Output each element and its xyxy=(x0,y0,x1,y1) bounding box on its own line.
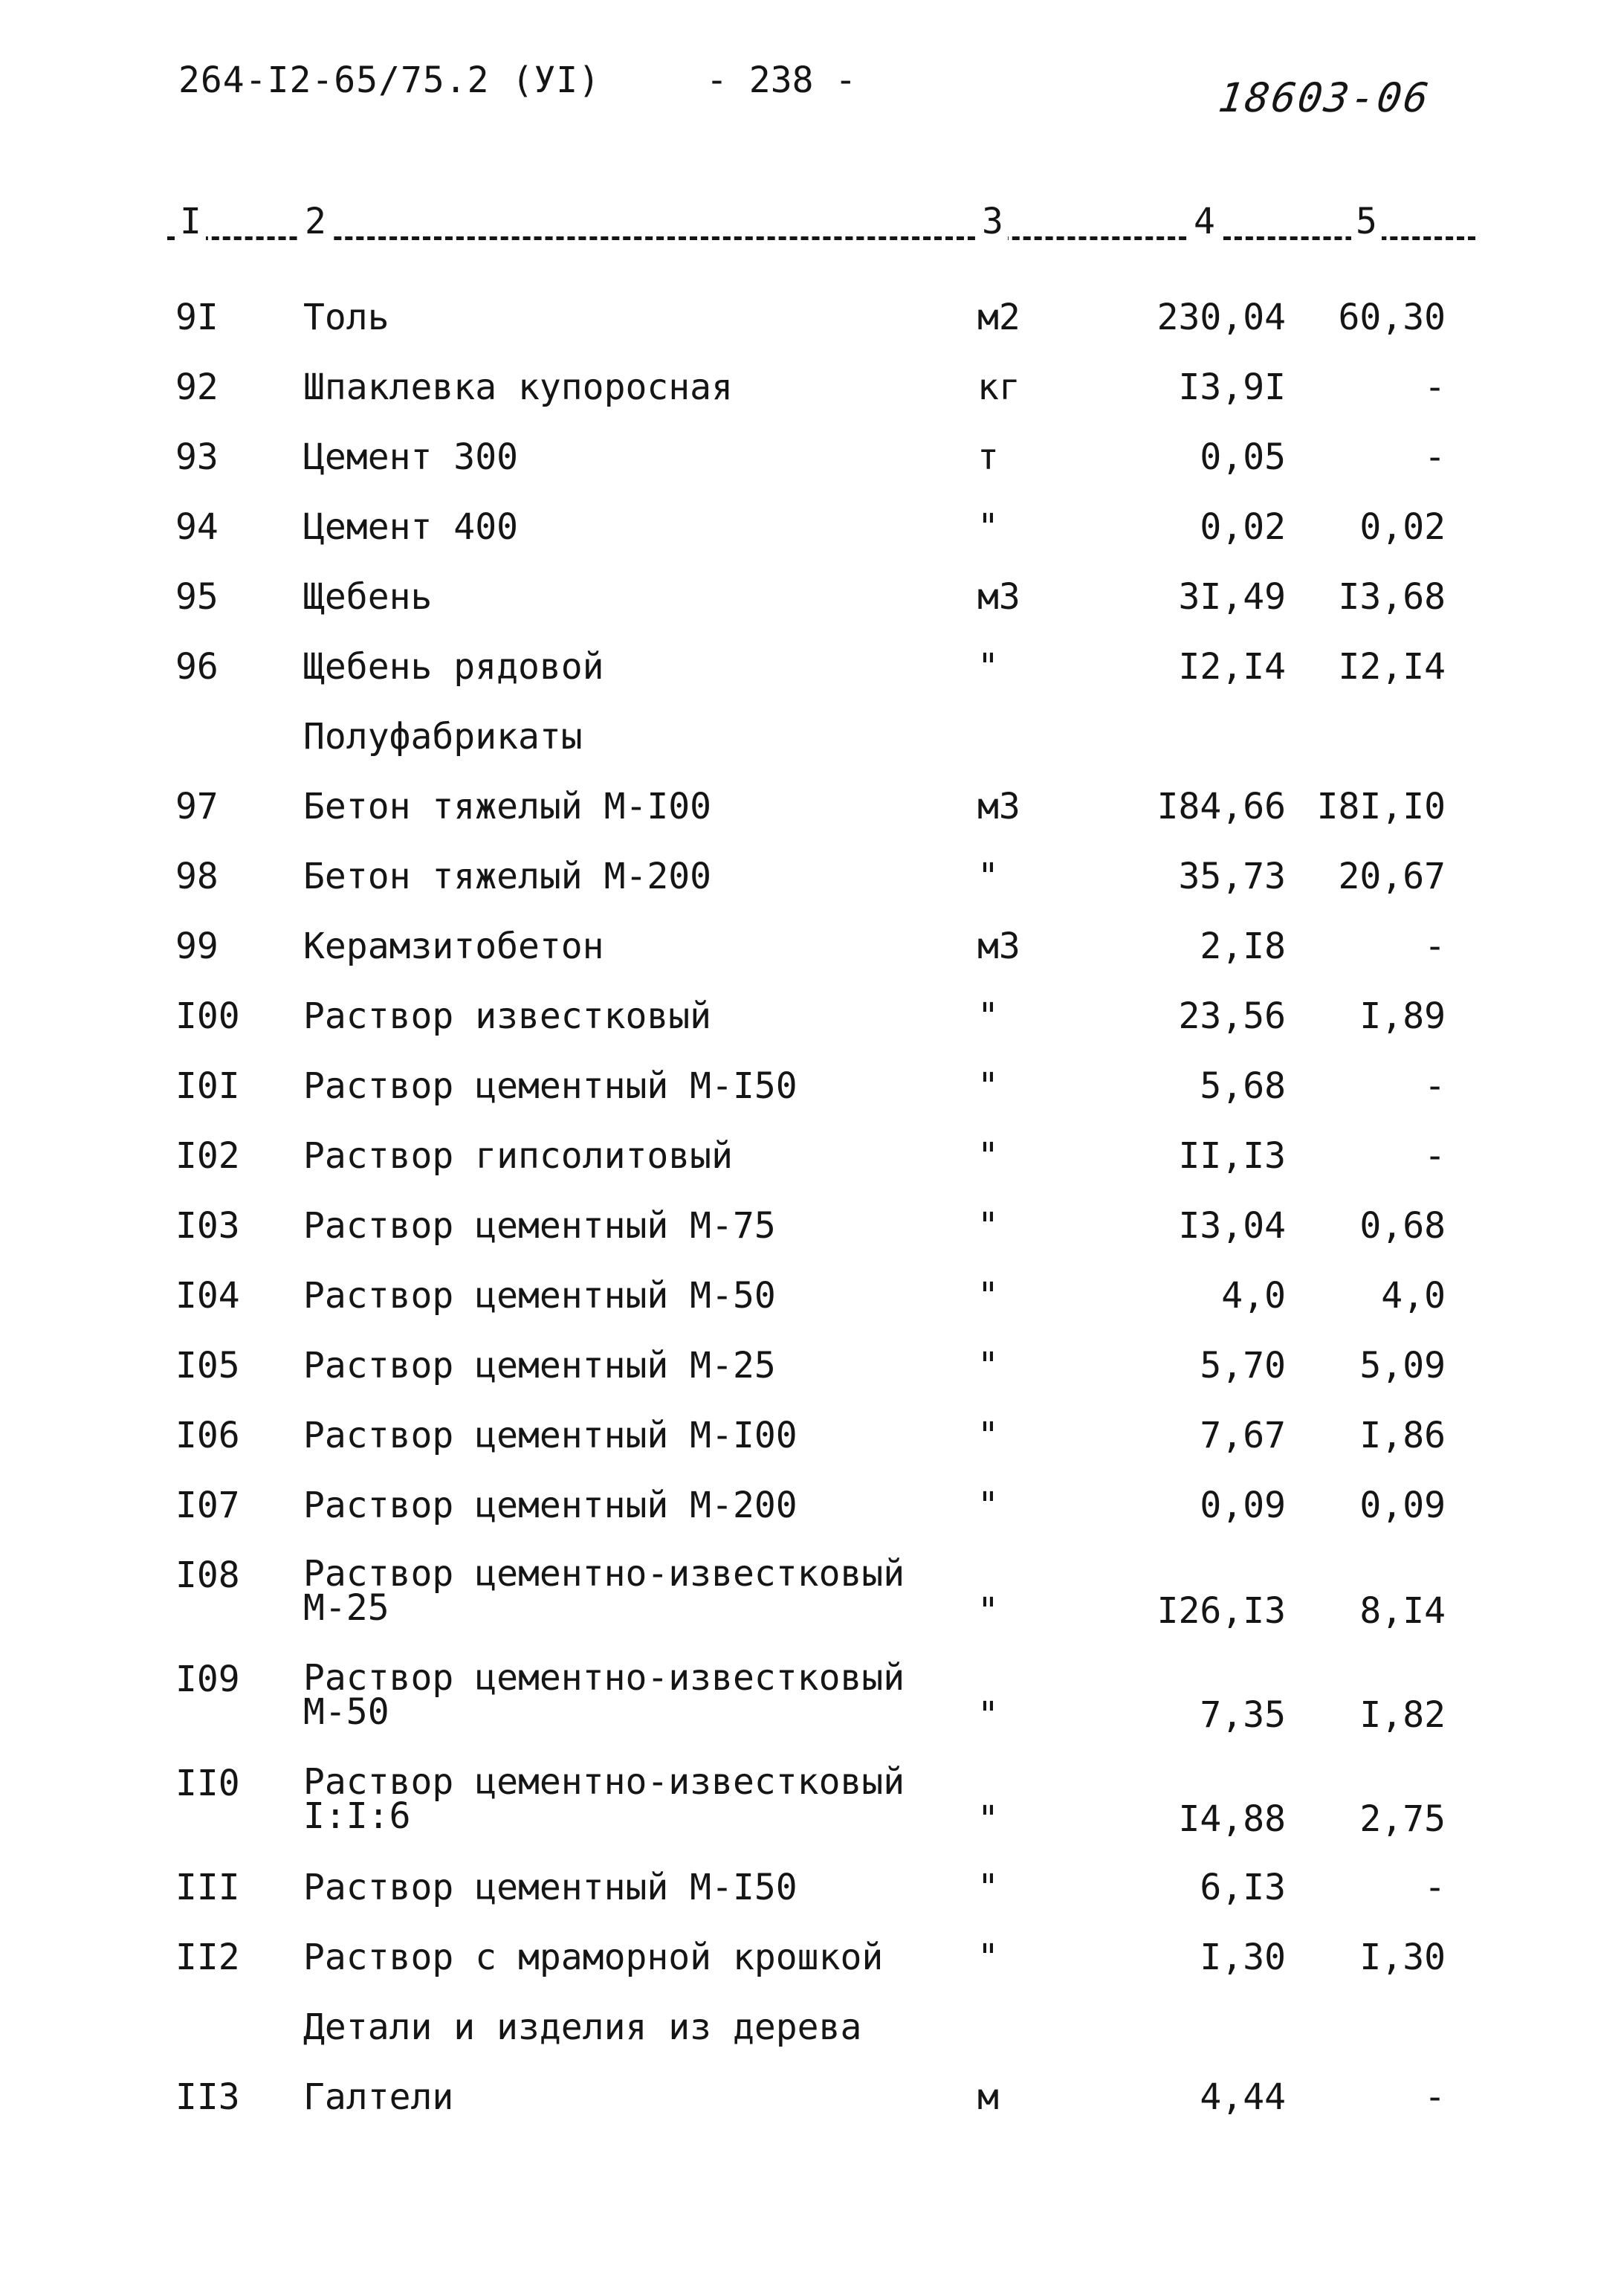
material-name xyxy=(303,1051,798,1121)
unit: м3 xyxy=(977,926,1020,967)
material-name xyxy=(303,422,518,492)
material-name xyxy=(303,282,389,352)
table-row xyxy=(0,1051,1624,1121)
table-row xyxy=(0,282,1624,352)
quantity-col-5: 0,09 xyxy=(1359,1485,1446,1526)
page-number: - 238 - xyxy=(706,59,857,101)
table-row xyxy=(0,1331,1624,1401)
quantity-col-5: I3,68 xyxy=(1338,576,1446,618)
material-name xyxy=(303,1922,883,1992)
archive-number: 18603-06 xyxy=(1215,74,1434,121)
material-name xyxy=(303,1261,776,1331)
material-name-line: Раствор цементный М-75 xyxy=(303,1205,776,1247)
item-number: I0I xyxy=(175,1065,240,1107)
quantity-col-4: 5,68 xyxy=(1200,1065,1286,1107)
item-number: I09 xyxy=(175,1659,240,1700)
material-grade-line: I:I:6 xyxy=(303,1795,411,1837)
material-name xyxy=(303,842,711,911)
column-number-header xyxy=(0,201,1624,253)
quantity-col-5: - xyxy=(1424,926,1446,967)
material-name-line: Керамзитобетон xyxy=(303,926,604,967)
column-number-4: 4 xyxy=(1189,201,1220,242)
material-name-line: Галтели xyxy=(303,2076,454,2118)
quantity-col-4: 7,35 xyxy=(1200,1694,1286,1736)
quantity-col-5: - xyxy=(1424,1135,1446,1177)
material-name xyxy=(303,1401,798,1470)
unit: м xyxy=(977,2076,999,2118)
quantity-col-4: 4,44 xyxy=(1200,2076,1286,2118)
unit: " xyxy=(977,1275,999,1317)
unit: " xyxy=(977,1485,999,1526)
table-row xyxy=(0,1853,1624,1922)
unit: м3 xyxy=(977,786,1020,827)
material-name xyxy=(303,492,518,562)
table-row xyxy=(0,981,1624,1051)
material-name-line: Щебень рядовой xyxy=(303,646,604,688)
quantity-col-5: 0,68 xyxy=(1359,1205,1446,1247)
material-name-line: Бетон тяжелый М-200 xyxy=(303,856,712,897)
item-number: II0 xyxy=(175,1763,240,1804)
material-name xyxy=(303,1553,957,1629)
quantity-col-4: I3,04 xyxy=(1178,1205,1286,1247)
item-number: 98 xyxy=(175,856,219,897)
material-name-line: Раствор цементно-известковый xyxy=(303,1553,905,1595)
quantity-col-4: 0,02 xyxy=(1200,506,1286,548)
material-name-line: Раствор цементный М-I50 xyxy=(303,1867,798,1908)
quantity-col-4: 3I,49 xyxy=(1178,576,1286,618)
material-name xyxy=(303,1191,776,1261)
material-name-line: Шпаклевка купоросная xyxy=(303,366,733,408)
materials-table xyxy=(0,282,1624,2132)
item-number: I02 xyxy=(175,1135,240,1177)
section-heading: Полуфабрикаты xyxy=(303,716,583,758)
quantity-col-4: 4,0 xyxy=(1221,1275,1286,1317)
quantity-col-4: 35,73 xyxy=(1178,856,1286,897)
quantity-col-5: I,89 xyxy=(1359,995,1446,1037)
quantity-col-4: I2,I4 xyxy=(1178,646,1286,688)
material-name xyxy=(303,911,604,981)
unit: " xyxy=(977,1867,999,1908)
document-code: 264-I2-65/75.2 (УI) xyxy=(178,59,601,101)
item-number: 9I xyxy=(175,297,219,338)
quantity-col-5: - xyxy=(1424,1867,1446,1908)
quantity-col-5: 60,30 xyxy=(1338,297,1446,338)
item-number: I00 xyxy=(175,995,240,1037)
quantity-col-5: I,82 xyxy=(1359,1694,1446,1736)
item-number: 96 xyxy=(175,646,219,688)
material-name-line: Цемент 400 xyxy=(303,506,518,548)
quantity-col-4: 2,I8 xyxy=(1200,926,1286,967)
material-name-line: Раствор цементный М-50 xyxy=(303,1275,776,1317)
material-name xyxy=(303,772,711,842)
quantity-col-4: I,30 xyxy=(1200,1937,1286,1978)
item-number: 94 xyxy=(175,506,219,548)
material-name-line: Раствор цементно-известковый xyxy=(303,1761,905,1803)
material-name-line: Раствор цементный М-I00 xyxy=(303,1415,798,1456)
quantity-col-4: II,I3 xyxy=(1178,1135,1286,1177)
table-row xyxy=(0,1401,1624,1470)
quantity-col-4: 6,I3 xyxy=(1200,1867,1286,1908)
unit: " xyxy=(977,995,999,1037)
quantity-col-4: 230,04 xyxy=(1156,297,1286,338)
material-name-line: Раствор с мраморной крошкой xyxy=(303,1937,884,1978)
table-row xyxy=(0,842,1624,911)
material-name-line: Раствор цементно-известковый xyxy=(303,1657,905,1699)
quantity-col-5: 5,09 xyxy=(1359,1345,1446,1386)
material-grade-line: М-50 xyxy=(303,1691,389,1733)
table-row xyxy=(0,1470,1624,1540)
unit: " xyxy=(977,1694,999,1736)
column-number-5: 5 xyxy=(1351,201,1382,242)
material-name-line: Щебень xyxy=(303,576,433,618)
quantity-col-5: I,30 xyxy=(1359,1937,1446,1978)
material-name-line: Бетон тяжелый М-I00 xyxy=(303,786,712,827)
item-number: I04 xyxy=(175,1275,240,1317)
item-number: I07 xyxy=(175,1485,240,1526)
material-name xyxy=(303,1657,957,1733)
unit: " xyxy=(977,1590,999,1632)
unit: " xyxy=(977,506,999,548)
unit: м2 xyxy=(977,297,1020,338)
item-number: 92 xyxy=(175,366,219,408)
unit: " xyxy=(977,1937,999,1978)
table-row xyxy=(0,1540,1624,1644)
material-name xyxy=(303,1121,733,1191)
table-row xyxy=(0,772,1624,842)
material-name-line: Толь xyxy=(303,297,389,338)
table-row xyxy=(0,1748,1624,1853)
quantity-col-4: I4,88 xyxy=(1178,1798,1286,1840)
material-name xyxy=(303,2062,453,2132)
material-name xyxy=(303,1761,957,1837)
quantity-col-5: 2,75 xyxy=(1359,1798,1446,1840)
table-row xyxy=(0,1261,1624,1331)
section-heading-row xyxy=(0,1992,1624,2062)
material-name-line: Раствор гипсолитовый xyxy=(303,1135,733,1177)
item-number: 99 xyxy=(175,926,219,967)
unit: " xyxy=(977,1415,999,1456)
material-name xyxy=(303,632,604,702)
quantity-col-5: 8,I4 xyxy=(1359,1590,1446,1632)
item-number: 97 xyxy=(175,786,219,827)
table-row xyxy=(0,352,1624,422)
item-number: I06 xyxy=(175,1415,240,1456)
material-name-line: Раствор цементный М-200 xyxy=(303,1485,798,1526)
quantity-col-5: 20,67 xyxy=(1338,856,1446,897)
quantity-col-5: I2,I4 xyxy=(1338,646,1446,688)
item-number: II2 xyxy=(175,1937,240,1978)
quantity-col-4: 23,56 xyxy=(1178,995,1286,1037)
section-heading-row xyxy=(0,702,1624,772)
table-row xyxy=(0,1644,1624,1748)
unit: " xyxy=(977,1065,999,1107)
quantity-col-5: 4,0 xyxy=(1381,1275,1446,1317)
quantity-col-4: 5,70 xyxy=(1200,1345,1286,1386)
quantity-col-5: I,86 xyxy=(1359,1415,1446,1456)
table-row xyxy=(0,1121,1624,1191)
quantity-col-5: - xyxy=(1424,2076,1446,2118)
quantity-col-5: - xyxy=(1424,1065,1446,1107)
unit: " xyxy=(977,1135,999,1177)
unit: т xyxy=(977,436,999,478)
quantity-col-4: 0,09 xyxy=(1200,1485,1286,1526)
unit: " xyxy=(977,856,999,897)
item-number: III xyxy=(175,1867,240,1908)
item-number: I05 xyxy=(175,1345,240,1386)
table-row xyxy=(0,911,1624,981)
material-name xyxy=(303,1470,798,1540)
material-name xyxy=(303,562,432,632)
material-name xyxy=(303,1853,798,1922)
quantity-col-4: I84,66 xyxy=(1156,786,1286,827)
unit: м3 xyxy=(977,576,1020,618)
column-number-2: 2 xyxy=(300,201,331,242)
column-number-3: 3 xyxy=(977,201,1008,242)
item-number: I03 xyxy=(175,1205,240,1247)
column-number-1: I xyxy=(175,201,206,242)
quantity-col-5: - xyxy=(1424,366,1446,408)
unit: " xyxy=(977,1345,999,1386)
table-row xyxy=(0,562,1624,632)
table-row xyxy=(0,422,1624,492)
material-name-line: Раствор цементный М-25 xyxy=(303,1345,776,1386)
material-name xyxy=(303,1331,776,1401)
quantity-col-5: 0,02 xyxy=(1359,506,1446,548)
material-name xyxy=(303,981,711,1051)
quantity-col-4: 7,67 xyxy=(1200,1415,1286,1456)
unit: " xyxy=(977,646,999,688)
table-row xyxy=(0,1191,1624,1261)
quantity-col-4: I3,9I xyxy=(1178,366,1286,408)
unit: " xyxy=(977,1205,999,1247)
quantity-col-4: I26,I3 xyxy=(1156,1590,1286,1632)
material-name-line: Цемент 300 xyxy=(303,436,518,478)
item-number: II3 xyxy=(175,2076,240,2118)
quantity-col-5: I8I,I0 xyxy=(1316,786,1446,827)
quantity-col-5: - xyxy=(1424,436,1446,478)
material-name xyxy=(303,352,733,422)
section-heading: Детали и изделия из дерева xyxy=(303,2006,862,2048)
table-row xyxy=(0,1922,1624,1992)
material-name-line: Раствор известковый xyxy=(303,995,712,1037)
material-grade-line: М-25 xyxy=(303,1587,389,1629)
quantity-col-4: 0,05 xyxy=(1200,436,1286,478)
unit: кг xyxy=(977,366,1020,408)
item-number: 93 xyxy=(175,436,219,478)
item-number: I08 xyxy=(175,1554,240,1596)
table-row xyxy=(0,632,1624,702)
unit: " xyxy=(977,1798,999,1840)
table-row xyxy=(0,2062,1624,2132)
material-name-line: Раствор цементный М-I50 xyxy=(303,1065,798,1107)
table-row xyxy=(0,492,1624,562)
item-number: 95 xyxy=(175,576,219,618)
